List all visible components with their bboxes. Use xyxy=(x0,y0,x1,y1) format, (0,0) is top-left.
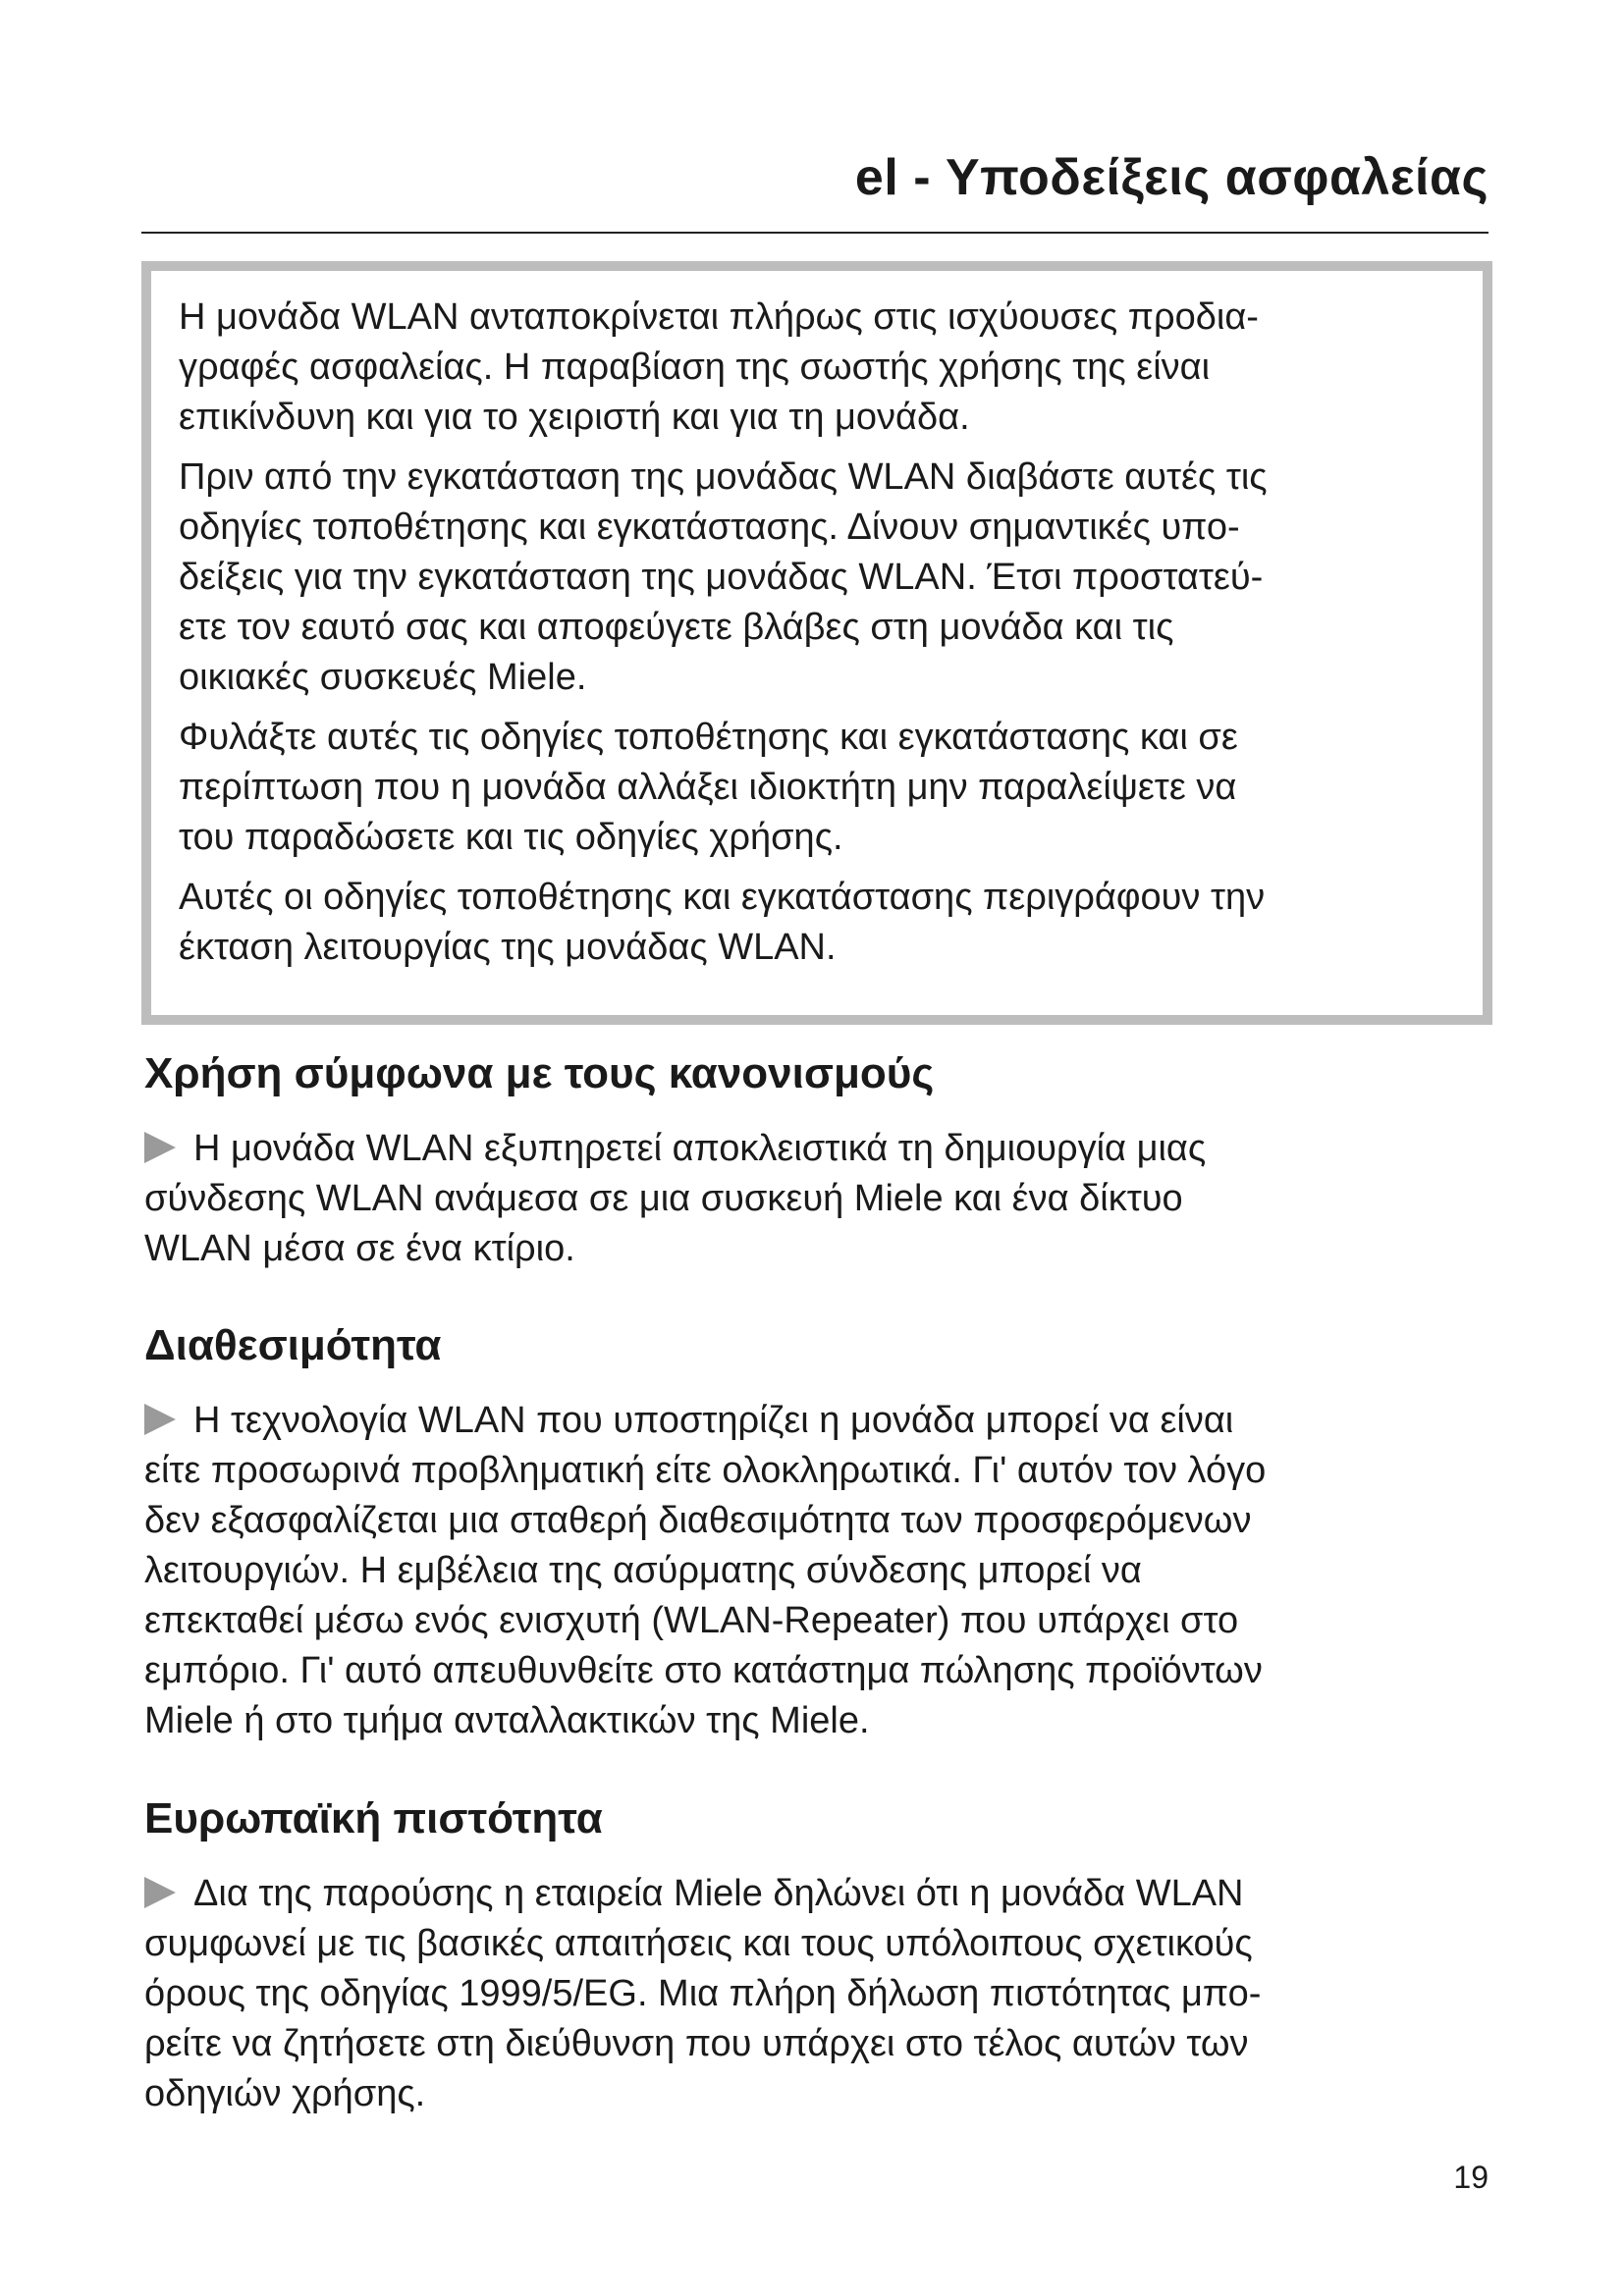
safety-notice-box xyxy=(141,261,1492,1025)
section-body: Η τεχνολογία WLAN που υποστηρίζει η μονάδα μπορεί να είναι είτε προσωρινά προβληματική είτε ολοκληρωτικά. Γι' αυτόν τον λόγο δεν εξασφαλίζεται μια σταθερή διαθεσιμότητα των προσφερόμενων λειτουργιών. Η εμβέλεια της ασύρματης σύνδεσης μπορεί να επεκταθεί μέσω ενός ενισχυτή (WLAN-Repeater) που υπάρχει στο εμπόριο. Γι' αυτό απευθυνθείτε στο κατάστημα πώλησης προϊόντων Miele ή στο τμήμα ανταλλακτικών της Miele. xyxy=(144,1399,1267,1741)
section-body: Δια της παρούσης η εταιρεία Miele δηλώνει ότι η μονάδα WLAN συμφωνεί με τις βασικές απαιτήσεις και τους υπόλοιπους σχετικούς όρους της οδηγίας 1999/5/EG. Μια πλήρη δήλωση πιστότητας μπο- ρείτε να ζητήσετε στη διεύθυνση που υπάρχει στο τέλος αυτών των οδηγιών χρήσης. xyxy=(144,1872,1262,2114)
notice-paragraph-1: Η μονάδα WLAN ανταποκρίνεται πλήρως στις ισχύουσες προδια- γραφές ασφαλείας. Η παραβίαση της σωστής χρήσης της είναι επικίνδυνη και για το χειριστή και για τη μονάδα. xyxy=(179,296,1259,438)
page-number: 19 xyxy=(1453,2160,1489,2195)
triangle-bullet-icon xyxy=(144,1404,176,1435)
section-body: Η μονάδα WLAN εξυπηρετεί αποκλειστικά τη δημιουργία μιας σύνδεσης WLAN ανάμεσα σε μια συσκευή Miele και ένα δίκτυο WLAN μέσα σε ένα κτίριο. xyxy=(144,1127,1207,1269)
page-header xyxy=(141,147,1489,234)
section-intended-use xyxy=(144,1048,1499,1274)
section-conformity xyxy=(144,1793,1499,2119)
page-title: el - Υποδείξεις ασφαλείας xyxy=(854,149,1489,206)
triangle-bullet-icon xyxy=(144,1132,176,1163)
section-availability xyxy=(144,1320,1499,1746)
section-heading: Ευρωπαϊκή πιστότητα xyxy=(144,1794,603,1842)
notice-paragraph-3: Φυλάξτε αυτές τις οδηγίες τοποθέτησης και εγκατάστασης και σε περίπτωση που η μονάδα αλλάξει ιδιοκτήτη μην παραλείψετε να του παραδώσετε και τις οδηγίες χρήσης. xyxy=(179,717,1238,858)
triangle-bullet-icon xyxy=(144,1877,176,1908)
notice-paragraph-2: Πριν από την εγκατάσταση της μονάδας WLAN διαβάστε αυτές τις οδηγίες τοποθέτησης και εγκατάστασης. Δίνουν σημαντικές υπο- δείξεις για την εγκατάσταση της μονάδας WLAN. Έτσι προστατεύ- ετε τον εαυτό σας και αποφεύγετε βλάβες στη μονάδα και τις οικιακές συσκευές Miele. xyxy=(179,456,1268,698)
notice-paragraph-4: Αυτές οι οδηγίες τοποθέτησης και εγκατάστασης περιγράφουν την έκταση λειτουργίας της μονάδας WLAN. xyxy=(179,877,1266,968)
section-heading: Διαθεσιμότητα xyxy=(144,1321,442,1369)
section-heading: Χρήση σύμφωνα με τους κανονισμούς xyxy=(144,1049,935,1097)
